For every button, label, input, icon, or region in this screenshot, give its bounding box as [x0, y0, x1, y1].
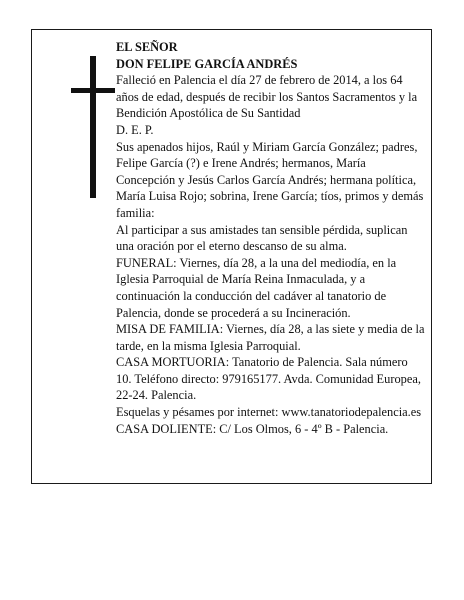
mourning-home: CASA DOLIENTE: C/ Los Olmos, 6 - 4º B - Palencia. [116, 421, 389, 436]
cross-vertical-bar [90, 56, 96, 198]
family-mass-info: MISA DE FAMILIA: Viernes, día 28, a las siete y media de la tarde, en la misma Iglesia Parroquial. [116, 322, 425, 353]
funeral-info: FUNERAL: Viernes, día 28, a la una del mediodía, en la Iglesia Parroquial de María Reina Inmaculada, y a continuación la conducción del cadáver al tanatorio de Palencia, donde se procederá a su Incineración. [116, 255, 397, 320]
online-condolences: Esquelas y pésames por internet: www.tanatoriodepalencia.es [116, 405, 422, 420]
notice-text [116, 39, 426, 437]
mortuary-info: CASA MORTUORIA: Tanatorio de Palencia. Sala número 10. Teléfono directo: 979165177. Avda. Comunidad Europea, 22-24. Palencia. [116, 355, 421, 403]
prayer-request: Al participar a sus amistades tan sensible pérdida, suplican una oración por el eterno descanso de su alma. [116, 222, 408, 254]
death-statement: Falleció en Palencia el día 27 de febrero de 2014, a los 64 años de edad, después de recibir los Santos Sacramentos y la Bendición Apostólica de Su Santidad [116, 73, 418, 121]
cross-horizontal-bar [71, 88, 115, 93]
family-list: Sus apenados hijos, Raúl y Miriam García González; padres, Felipe García (?) e Irene Andrés; hermanos, María Concepción y Jesús Carlos García Andrés; hermana política, María Luisa Rojo; sobrina, Irene García; tíos, primos y demás familia: [116, 139, 424, 220]
obituary-notice [31, 29, 432, 484]
latin-cross-icon [71, 56, 115, 198]
heading-title: EL SEÑOR [116, 40, 178, 54]
deceased-name: DON FELIPE GARCÍA ANDRÉS [116, 56, 298, 71]
rip-line: D. E. P. [116, 122, 154, 137]
